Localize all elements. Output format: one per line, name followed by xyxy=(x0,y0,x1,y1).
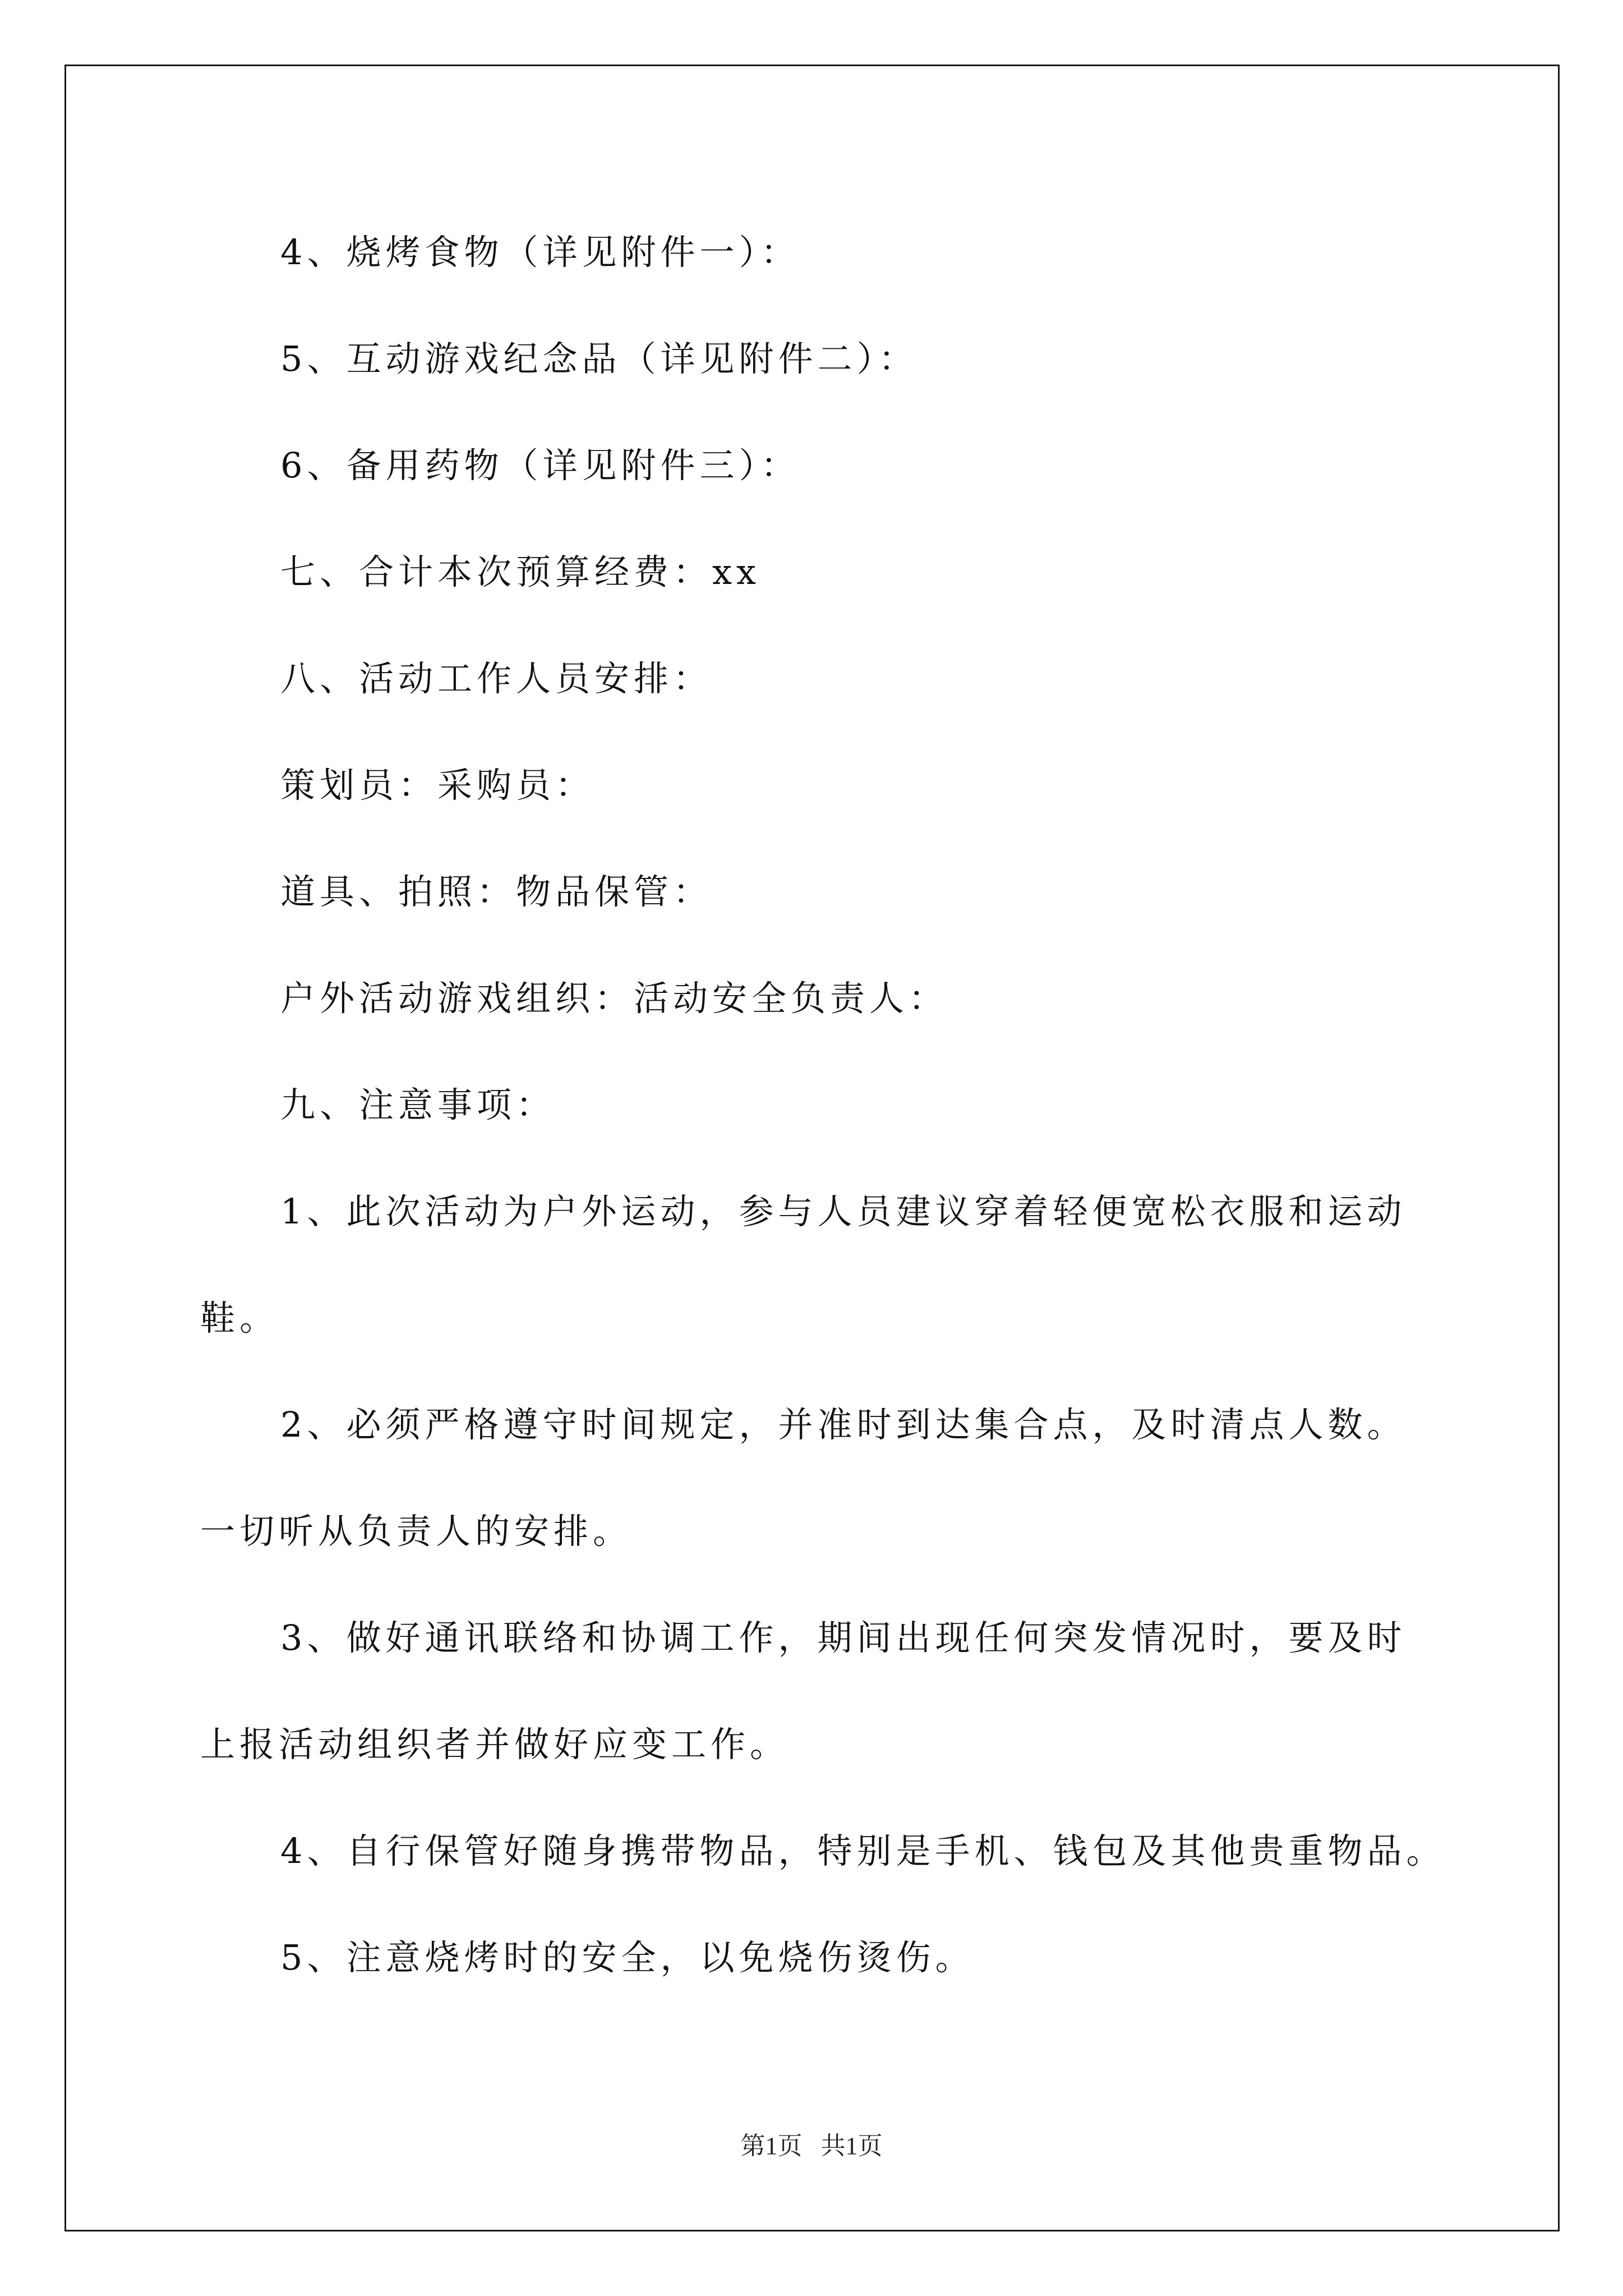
text-line: 上报活动组织者并做好应变工作。 xyxy=(200,1724,790,1765)
text-line: 七、合计本次预算经费：xx xyxy=(280,551,760,592)
text-line: 八、活动工作人员安排： xyxy=(280,658,713,699)
text-line: 道具、拍照：物品保管： xyxy=(280,871,713,912)
text-line: 1、此次活动为户外运动，参与人员建议穿着轻便宽松衣服和运动 xyxy=(280,1191,1407,1232)
page-number-footer: 第1页 共1页 xyxy=(740,2132,883,2160)
text-line: 5、互动游戏纪念品（详见附件二）： xyxy=(280,338,918,379)
text-line: 一切听从负责人的安排。 xyxy=(200,1511,633,1552)
text-line: 鞋。 xyxy=(200,1297,279,1338)
text-line: 4、自行保管好随身携带物品，特别是手机、钱包及其他贵重物品。 xyxy=(280,1830,1446,1871)
text-line: 户外活动游戏组织：活动安全负责人： xyxy=(280,978,948,1019)
text-line: 策划员：采购员： xyxy=(280,765,595,806)
text-line: 5、注意烧烤时的安全，以免烧伤烫伤。 xyxy=(280,1937,975,1978)
text-line: 2、必须严格遵守时间规定，并准时到达集合点，及时清点人数。 xyxy=(280,1404,1407,1445)
text-line: 6、备用药物（详见附件三）： xyxy=(280,445,800,486)
text-line: 4、烧烤食物（详见附件一）： xyxy=(280,232,800,273)
text-line: 3、做好通讯联络和协调工作，期间出现任何突发情况时，要及时 xyxy=(280,1617,1407,1658)
text-line: 九、注意事项： xyxy=(280,1084,556,1125)
page-border xyxy=(64,65,1560,2231)
